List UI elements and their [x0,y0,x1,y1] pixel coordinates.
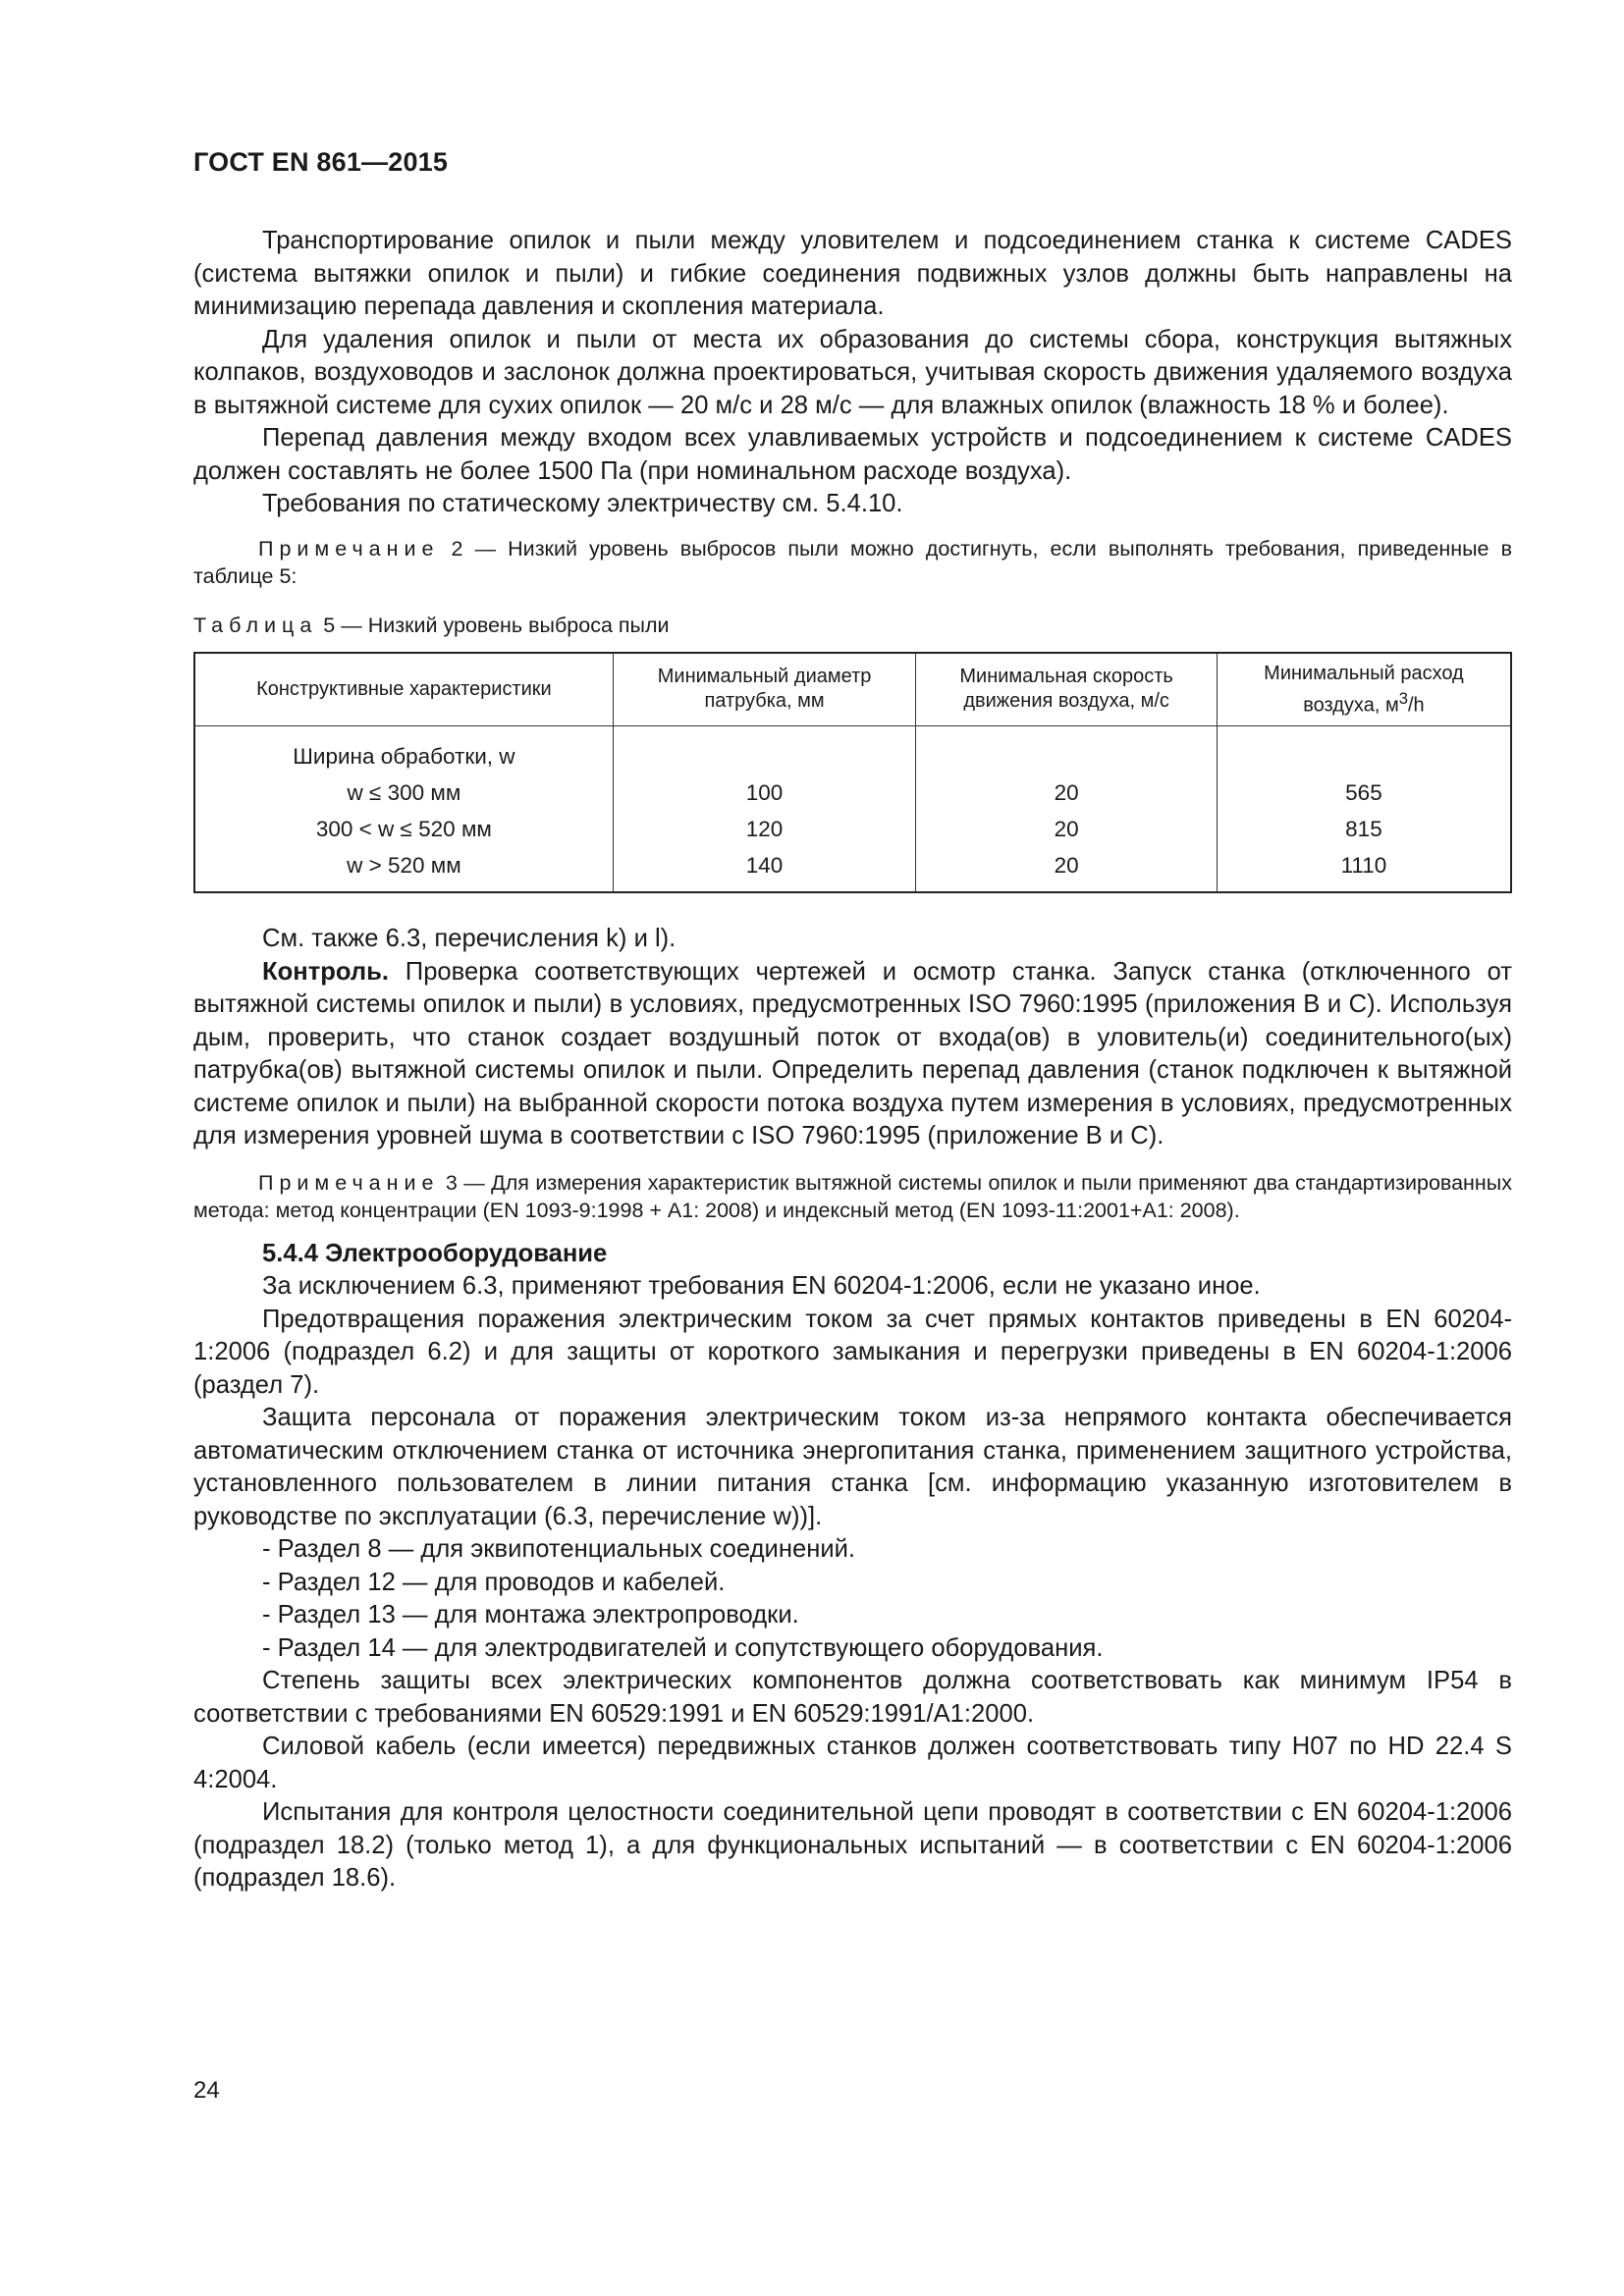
table-group-label: Ширина обработки, w [293,744,515,770]
table-cell-value: 20 [1054,780,1079,806]
table-cell [916,726,1218,893]
table-cell-value: 20 [1054,853,1079,879]
document-header: ГОСТ EN 861—2015 [193,147,449,177]
table-5 [193,652,1512,894]
table-cell-value: 120 [745,817,784,842]
list-item: - Раздел 12 — для проводов и кабелей. [262,1568,726,1596]
table-cell-value: w ≤ 300 мм [347,780,461,806]
paragraph: Для удаления опилок и пыли от места их образования до системы сбора, конструкция вытяжных колпаков, воздуховодов и заслонок должна проектироваться, учитывая скорость движения удаляемого воздуха в вытяжной системе для сухих опилок — 20 м/с и 28 м/с — для влажных опилок (влажность 18 % и более). [193,325,1512,419]
table-caption-label: Таблица [193,613,318,637]
page-number: 24 [193,2077,220,2104]
note-text: 2 — Низкий уровень выбросов пыли можно достигнуть, если выполнять требования, приведенные в таблице 5: [193,536,1512,588]
table-header-row [194,653,1511,726]
table-cell-value: 20 [1054,817,1079,842]
paragraph: Степень защиты всех электрических компонентов должна соответствовать как минимум IP54 в соответствии с требованиями EN 60529:1991 и EN 60529:1991/A1:2000. [193,1667,1512,1728]
note-text: 3 — Для измерения характеристик вытяжной системы опилок и пыли применяют два стандартизированных метода: метод концентрации (EN 1093-9:1998 + А1: 2008) и индексный метод (EN 1093-11:2001+A1: 2008). [193,1170,1512,1222]
table-header-cell: Минимальный диаметр патрубка, мм [613,653,916,726]
document-page [193,147,1512,1896]
paragraph: Защита персонала от поражения электрическим током из-за непрямого контакта обеспечивается автоматическим отключением станка от источника энергопитания станка, применением защитного устройства, установленного пользователем в линии питания станка [см. информацию указанную изготовителем в руководстве по эксплуатации (6.3, перечисление w))]. [193,1404,1512,1530]
header-superscript: 3 [1398,688,1408,708]
table-cell-value: w > 520 мм [347,853,461,879]
table-cell [613,726,916,893]
list-item: - Раздел 13 — для монтажа электропроводки. [262,1601,799,1629]
table-cell-value: 140 [745,853,784,879]
note-2 [193,535,1512,590]
paragraph: За исключением 6.3, применяют требования EN 60204-1:2006, если не указано иное. [262,1272,1261,1301]
paragraph: Требования по статическому электричеству см. 5.4.10. [262,490,903,517]
table-cell [1217,726,1511,893]
paragraph: Предотвращения поражения электрическим током за счет прямых контактов приведены в EN 60204-1:2006 (подраздел 6.2) и для защиты от короткого замыкания и перегрузки приведены в EN 60204-1:2006 (раздел 7). [193,1305,1512,1399]
note-label: Примечание [258,1170,440,1195]
table-cell-value: 1110 [1340,853,1387,879]
paragraph: Транспортирование опилок и пыли между уловителем и подсоединением станка к системе CADES (система вытяжки опилок и пыли) и гибкие соединения подвижных узлов должны быть направлены на минимизацию перепада давления и скопления материала. [193,227,1512,320]
header-text: Минимальный расход воздуха, м [1264,662,1464,717]
note-3 [193,1169,1512,1224]
table-cell [194,726,613,893]
table-row [194,726,1511,893]
paragraph: Перепад давления между входом всех улавливаемых устройств и подсоединением к системе CADES должен составлять не более 1500 Па (при номинальном расходе воздуха). [193,424,1512,485]
control-label: Контроль. [262,957,389,986]
table-cell-value: 300 < w ≤ 520 мм [315,817,492,842]
header-unit-suffix: /h [1407,694,1425,717]
list-item: - Раздел 8 — для эквипотенциальных соединений. [262,1535,856,1564]
paragraph-see-also: См. также 6.3, перечисления k) и l). [262,925,677,953]
table-header-cell: Конструктивные характеристики [194,653,613,726]
table-header-cell [1217,653,1511,726]
paragraph-control [193,956,1512,1153]
list-item: - Раздел 14 — для электродвигателей и сопутствующего оборудования. [262,1633,1104,1662]
control-text: Проверка соответствующих чертежей и осмотр станка. Запуск станка (отключенного от вытяжной системы опилок и пыли) в условиях, предусмотренных ISO 7960:1995 (приложения В и С). Используя дым, проверить, что станок создает воздушный поток от входа(ов) в уловитель(и) соединительного(ых) патрубка(ов) вытяжной системы опилок и пыли. Определить перепад давления (станок подключен к вытяжной системе опилок и пыли) на выбранной скорости потока воздуха путем измерения в условиях, предусмотренных для измерения уровней шума в соответствии с ISO 7960:1995 (приложение В и С). [193,957,1512,1150]
table-caption-text: 5 — Низкий уровень выброса пыли [317,613,670,637]
table-cell-value: 565 [1345,780,1382,806]
table-header-cell: Минимальная скорость движения воздуха, м/с [916,653,1218,726]
table-caption [193,614,1512,638]
table-cell-value: 100 [745,780,784,806]
table-cell-value: 815 [1345,817,1382,842]
paragraph: Силовой кабель (если имеется) передвижных станков должен соответствовать типу H07 по HD 22.4 S 4:2004. [193,1733,1512,1793]
note-label: Примечание [258,536,440,561]
paragraph: Испытания для контроля целостности соединительной цепи проводят в соответствии с EN 60204-1:2006 (подраздел 18.2) (только метод 1), а для функциональных испытаний — в соответствии с EN 60204-1:2006 (подраздел 18.6). [193,1798,1512,1893]
section-title: 5.4.4 Электрооборудование [262,1239,608,1267]
